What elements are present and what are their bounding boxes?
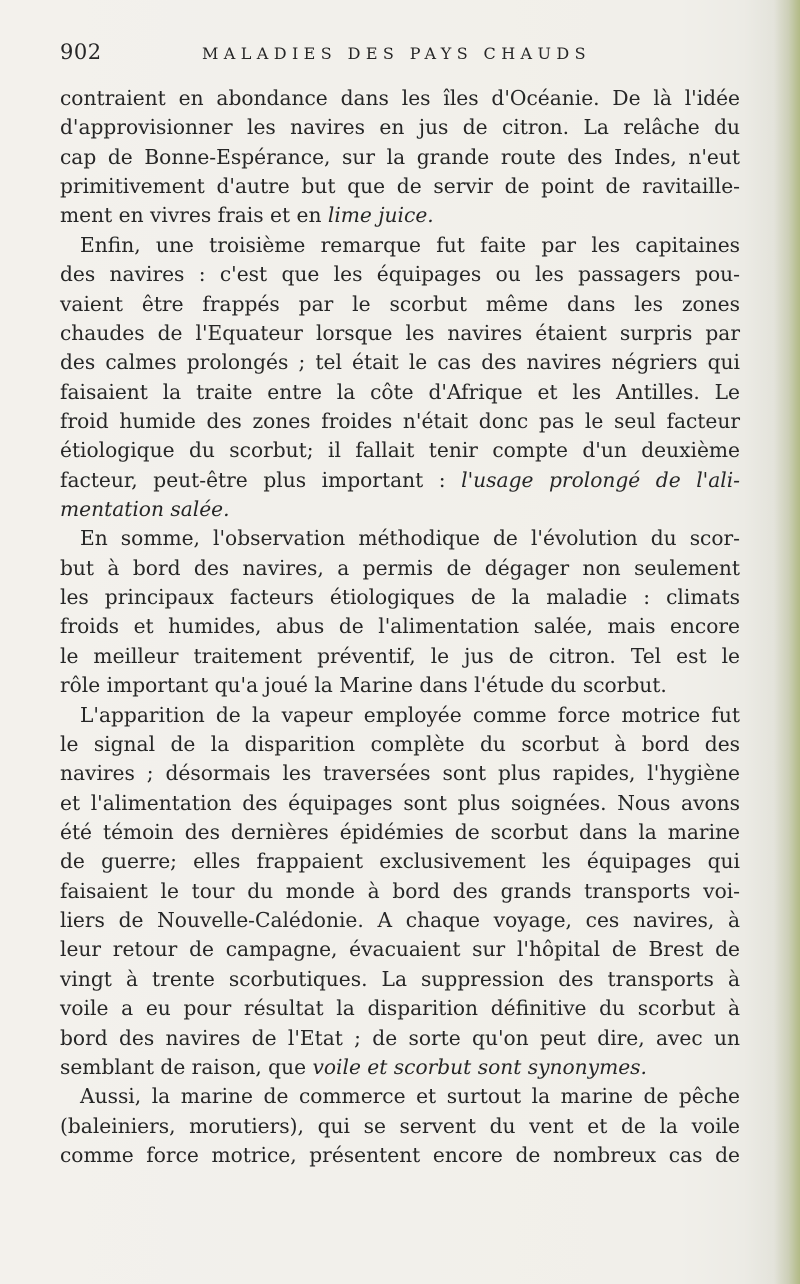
text-line: vaient être frappés par le scorbut même dans les zones (60, 291, 740, 316)
text-line: comme force motrice, présentent encore de nombreux cas de (60, 1142, 740, 1167)
text-line: été témoin des dernières épidémies de scorbut dans la marine (60, 819, 740, 844)
text-line: voile a eu pour résultat la disparition définitive du scorbut à (60, 996, 740, 1021)
text-span: facteur, peut-être plus important : (60, 467, 446, 492)
italic-text: voile et scorbut sont synonymes. (312, 1054, 647, 1079)
text-line: étiologique du scorbut; il fallait tenir compte d'un deuxième (60, 438, 740, 463)
page-header (60, 40, 740, 70)
text-line: bord des navires de l'Etat ; de sorte qu'on peut dire, avec un (60, 1025, 740, 1050)
text-line: d'approvisionner les navires en jus de citron. La relâche du (60, 115, 740, 140)
text-line: faisaient le tour du monde à bord des grands transports voi- (60, 878, 740, 903)
text-line: liers de Nouvelle-Calédonie. A chaque voyage, ces navires, à (60, 908, 740, 933)
text-line: froid humide des zones froides n'était donc pas le seul facteur (60, 408, 740, 433)
body-text (60, 84, 740, 1170)
page-number: 902 (60, 40, 102, 64)
text-line: rôle important qu'a joué la Marine dans l'étude du scorbut. (60, 673, 667, 698)
text-line: de guerre; elles frappaient exclusivement les équipages qui (60, 849, 740, 874)
text-line: contraient en abondance dans les îles d'Océanie. De là l'idée (60, 86, 740, 110)
text-line: chaudes de l'Equateur lorsque les navires étaient surpris par (60, 320, 740, 345)
running-title: MALADIES DES PAYS CHAUDS (202, 44, 591, 63)
paragraph-start: Aussi, la marine de commerce et surtout la marine de pêche (80, 1084, 740, 1109)
page-edge-shadow (774, 0, 800, 1284)
text-line: cap de Bonne-Espérance, sur la grande route des Indes, n'eut (60, 144, 740, 169)
paragraph-start: L'apparition de la vapeur employée comme force motrice fut (80, 702, 740, 727)
text-line (60, 201, 740, 230)
paragraph-start: Enfin, une troisième remarque fut faite par les capitaines (80, 232, 740, 257)
text-line: primitivement d'autre but que de servir de point de ravitaille- (60, 174, 740, 199)
text-line: faisaient la traite entre la côte d'Afrique et les Antilles. Le (60, 379, 740, 404)
text-line: navires ; désormais les traversées sont plus rapides, l'hygiène (60, 761, 740, 786)
paragraph-start: En somme, l'observation méthodique de l'évolution du scor- (80, 526, 740, 551)
text-line: vingt à trente scorbutiques. La suppression des transports à (60, 966, 740, 991)
text-line: but à bord des navires, a permis de dégager non seulement (60, 555, 740, 580)
text-line: le meilleur traitement préventif, le jus de citron. Tel est le (60, 643, 740, 668)
text-line: froids et humides, abus de l'alimentation salée, mais encore (60, 614, 740, 639)
text-line: (baleiniers, morutiers), qui se servent du vent et de la voile (60, 1113, 740, 1138)
text-line: le signal de la disparition complète du scorbut à bord des (60, 731, 740, 756)
italic-text: lime juice. (327, 203, 434, 228)
text-line: et l'alimentation des équipages sont plus soignées. Nous avons (60, 790, 740, 815)
text-span: semblant de raison, que (60, 1054, 307, 1079)
text-line (60, 1053, 740, 1082)
text-line: leur retour de campagne, évacuaient sur l'hôpital de Brest de (60, 937, 740, 962)
text-line: des navires : c'est que les équipages ou les passagers pou- (60, 262, 740, 287)
text-line (60, 495, 740, 524)
italic-text: l'usage prolongé de l'ali- (461, 467, 741, 492)
text-line (60, 466, 740, 495)
text-line: des calmes prolongés ; tel était le cas des navires négriers qui (60, 350, 740, 375)
italic-text: mentation salée. (60, 497, 230, 522)
text-span: ment en vivres frais et en (60, 203, 322, 228)
text-line: les principaux facteurs étiologiques de la maladie : climats (60, 585, 740, 610)
